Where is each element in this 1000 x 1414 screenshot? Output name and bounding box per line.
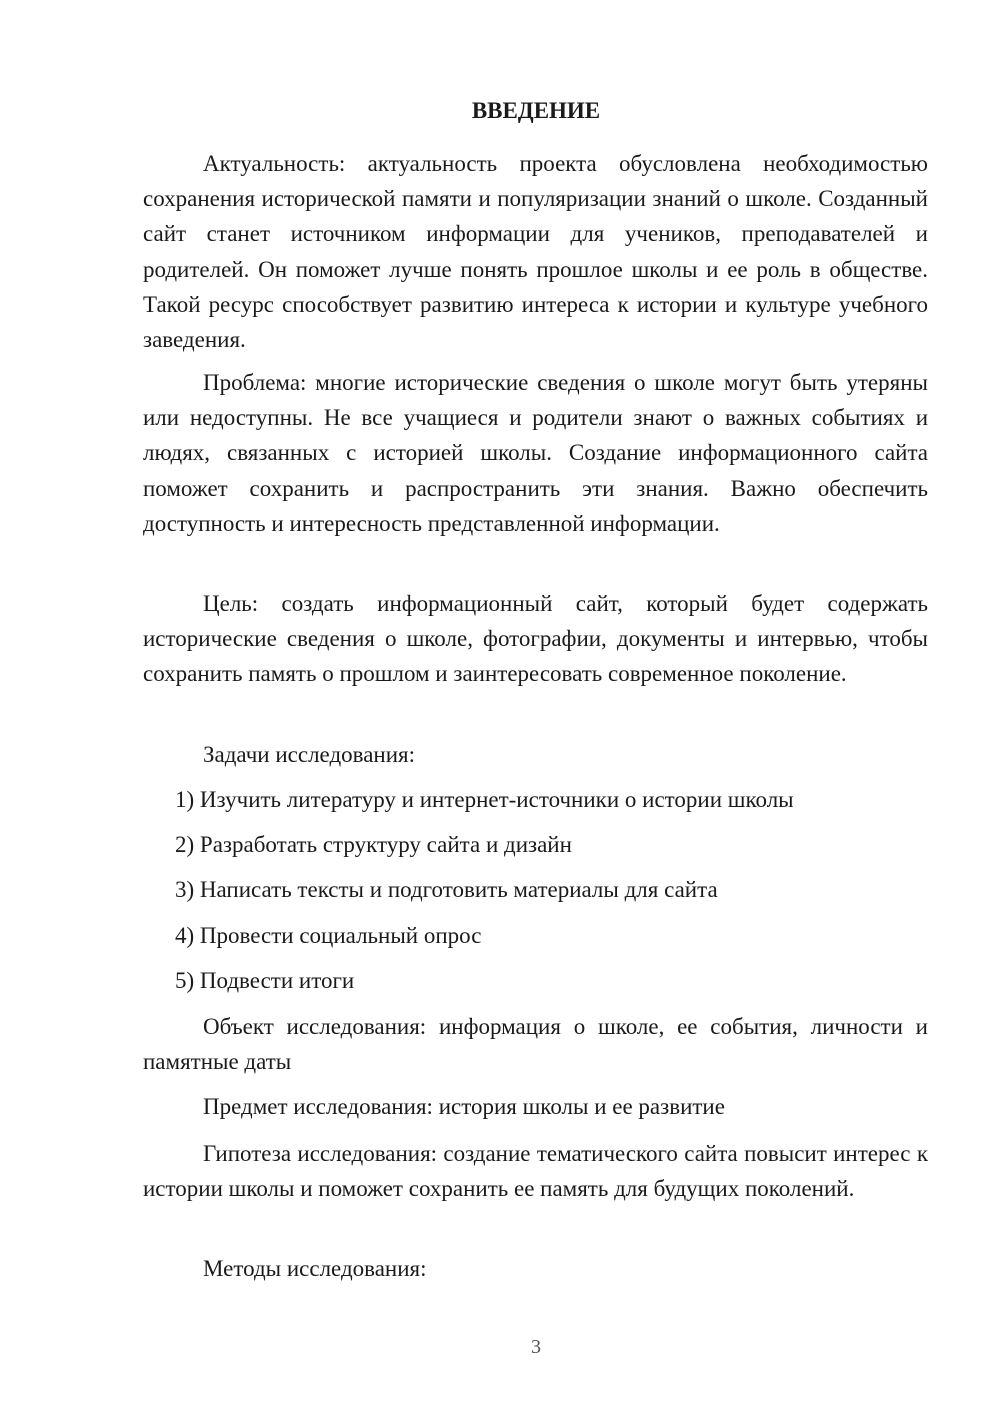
paragraph-problem: Проблема: многие исторические сведения о школе могут быть утеряны или недоступны. Не все учащиеся и родители знают о важных событиях и людях, связанных с историей школы. Создание информационного сайта поможет сохранить и распространить эти знания. Важно обеспечить доступность и интересность представленной информации. <box>143 370 928 536</box>
paragraph-subject: Предмет исследования: история школы и ее развитие <box>203 1094 725 1119</box>
task-item: 4) Провести социальный опрос <box>175 923 482 948</box>
task-item: 5) Подвести итоги <box>175 968 355 993</box>
task-item: 3) Написать тексты и подготовить материалы для сайта <box>175 877 718 902</box>
paragraph-hypothesis: Гипотеза исследования: создание тематического сайта повысит интерес к истории школы и поможет сохранить ее память для будущих поколений. <box>143 1141 928 1202</box>
paragraph-object: Объект исследования: информация о школе, ее события, личности и памятные даты <box>143 1014 928 1075</box>
paragraph-relevance: Актуальность: актуальность проекта обусловлена необходимостью сохранения исторической памяти и популяризации знаний о школе. Созданный сайт станет источником информации для учеников, преподавателей и родителей. Он поможет лучше понять прошлое школы и ее роль в обществе. Такой ресурс способствует развитию интереса к истории и культуре учебного заведения. <box>143 151 928 353</box>
task-item: 1) Изучить литературу и интернет-источники о истории школы <box>175 787 794 812</box>
section-title: ВВЕДЕНИЕ <box>471 98 601 123</box>
methods-heading: Методы исследования: <box>203 1256 427 1281</box>
task-item: 2) Разработать структуру сайта и дизайн <box>175 832 572 857</box>
paragraph-goal: Цель: создать информационный сайт, который будет содержать исторические сведения о школе, фотографии, документы и интервью, чтобы сохранить память о прошлом и заинтересовать современное поколение. <box>143 591 928 687</box>
page-number: 3 <box>531 1336 541 1358</box>
tasks-heading: Задачи исследования: <box>203 742 416 767</box>
